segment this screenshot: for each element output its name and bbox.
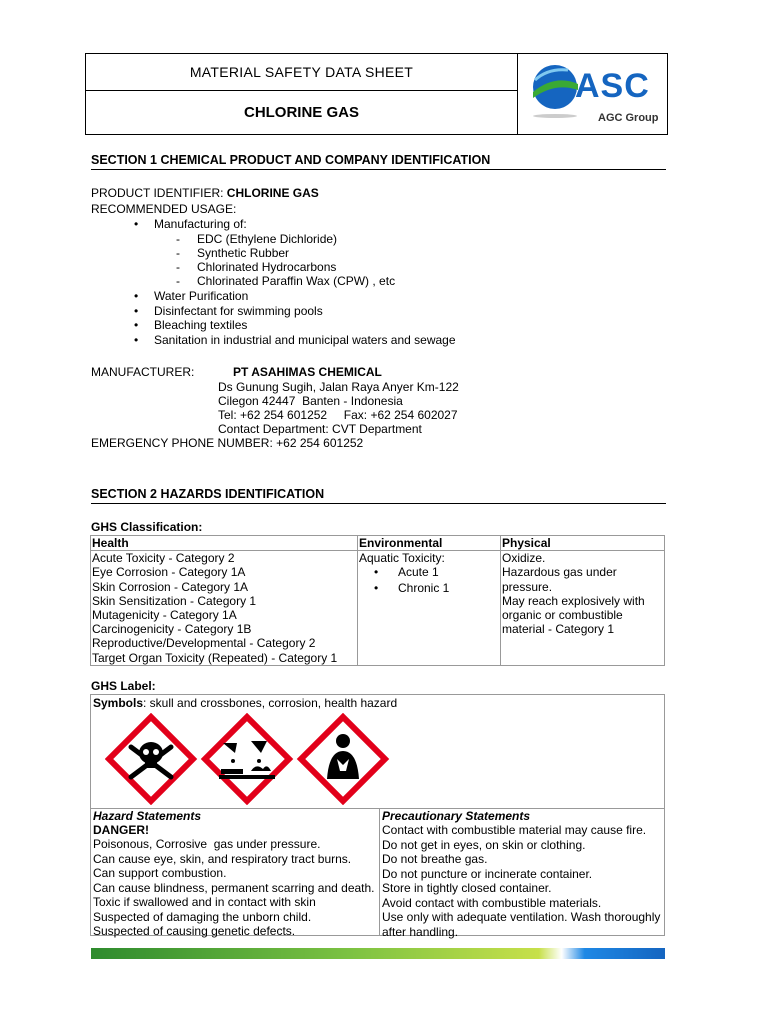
health-item: Mutagenicity - Category 1A	[92, 608, 237, 623]
hazard-statement: Suspected of damaging the unborn child.	[93, 909, 312, 924]
precautionary-statements-title: Precautionary Statements	[382, 809, 531, 823]
health-hazard-icon	[301, 717, 385, 801]
manufacturer-name: PT ASAHIMAS CHEMICAL	[233, 365, 382, 379]
physical-item: organic or combustible	[502, 608, 623, 623]
precautionary-statement: Do not puncture or incinerate container.	[382, 866, 593, 881]
usage-item: • Water Purification	[134, 289, 249, 303]
manufacturer-address-2: Cilegon 42447 Banten - Indonesia	[218, 394, 403, 408]
logo-text: ASC	[575, 67, 650, 105]
usage-text: Sanitation in industrial and municipal waters and sewage	[154, 333, 456, 347]
health-item: Eye Corrosion - Category 1A	[92, 565, 246, 580]
health-item: Target Organ Toxicity (Repeated) - Category 1	[92, 650, 338, 665]
danger-signal-word: DANGER!	[93, 823, 149, 837]
environmental-item-text: Acute 1	[398, 565, 439, 580]
ghs-classification-table	[90, 535, 665, 666]
environmental-cell	[358, 551, 501, 666]
symbols-line	[93, 696, 397, 711]
product-identifier	[91, 186, 319, 201]
manufacturing-item: - Chlorinated Hydrocarbons	[176, 260, 337, 274]
environmental-item: • Acute 1	[374, 565, 439, 580]
environmental-item-text: Chronic 1	[398, 580, 450, 595]
hazard-statement: Can cause eye, skin, and respiratory tract burns.	[93, 851, 352, 866]
symbols-label: Symbols	[93, 696, 144, 710]
precautionary-statement: Store in tightly closed container.	[382, 881, 552, 895]
hazard-statements-list	[93, 837, 375, 939]
logo-subtext: AGC Group	[598, 112, 659, 124]
manufacturing-item: - Chlorinated Paraffin Wax (CPW) , etc	[176, 274, 396, 288]
usage-item: • Bleaching textiles	[134, 318, 248, 332]
physical-item: pressure.	[502, 579, 553, 594]
skull-crossbones-icon	[109, 717, 193, 801]
hazard-statements-title: Hazard Statements	[93, 809, 202, 823]
section-2-title: SECTION 2 HAZARDS IDENTIFICATION	[91, 487, 666, 504]
precautionary-statement: Do not get in eyes, on skin or clothing.	[382, 837, 586, 852]
manufacturing-item-text: Synthetic Rubber	[197, 246, 290, 260]
hazard-statement: Suspected of causing genetic defects.	[93, 924, 296, 938]
ghs-label-box	[90, 694, 665, 939]
ghs-label-label: GHS Label:	[91, 679, 156, 693]
health-item: Reproductive/Developmental - Category 2	[92, 636, 316, 651]
manufacturer-address-1: Ds Gunung Sugih, Jalan Raya Anyer Km-122	[218, 380, 459, 394]
usage-text: Disinfectant for swimming pools	[154, 304, 323, 318]
document-header	[85, 53, 668, 135]
physical-item: May reach explosively with	[502, 593, 645, 608]
manufacturing-label: Manufacturing of:	[154, 217, 247, 231]
chemical-name: CHLORINE GAS	[243, 104, 359, 121]
recommended-usage-label: RECOMMENDED USAGE:	[91, 202, 237, 216]
hazard-statement: Poisonous, Corrosive gas under pressure.	[93, 837, 321, 851]
precautionary-statement: Avoid contact with combustible materials.	[382, 895, 602, 910]
physical-item: Oxidize.	[502, 551, 546, 566]
health-item: Skin Sensitization - Category 1	[92, 593, 257, 608]
manufacturing-item: - Synthetic Rubber	[176, 246, 290, 260]
health-item: Skin Corrosion - Category 1A	[92, 579, 249, 594]
corrosion-icon	[205, 717, 289, 801]
health-cell	[91, 551, 358, 666]
divider	[379, 808, 380, 935]
hazard-statement: Toxic if swallowed and in contact with skin	[93, 895, 316, 909]
usage-item: • Disinfectant for swimming pools	[134, 304, 323, 318]
manufacturer-label: MANUFACTURER:	[91, 365, 195, 379]
section-1-title: SECTION 1 CHEMICAL PRODUCT AND COMPANY IDENTIFICATION	[91, 153, 666, 170]
health-item: Acute Toxicity - Category 2	[92, 551, 235, 566]
usage-text: Water Purification	[154, 289, 249, 303]
manufacturing-item: - EDC (Ethylene Dichloride)	[176, 232, 338, 246]
manufacturing-item-text: EDC (Ethylene Dichloride)	[197, 232, 338, 246]
physical-item: Hazardous gas under	[502, 565, 617, 580]
company-logo	[518, 54, 668, 134]
ghs-classification-label: GHS Classification:	[91, 520, 203, 534]
environmental-item: • Chronic 1	[374, 580, 450, 595]
precautionary-statement: after handling.	[382, 924, 459, 939]
hazard-statement: Can cause blindness, permanent scarring and death.	[93, 880, 375, 895]
emergency-phone: EMERGENCY PHONE NUMBER: +62 254 601252	[91, 436, 364, 450]
hazard-statement: Can support combustion.	[93, 866, 227, 880]
manufacturer-contact: Contact Department: CVT Department	[218, 422, 422, 436]
header-title-area	[86, 54, 518, 134]
document-title: MATERIAL SAFETY DATA SHEET	[86, 54, 517, 91]
usage-item: • Sanitation in industrial and municipal waters and sewage	[134, 333, 456, 347]
header-environmental: Environmental	[358, 536, 501, 551]
ghs-pictograms	[105, 713, 395, 805]
usage-text: Bleaching textiles	[154, 318, 248, 332]
footer-color-bar	[91, 948, 665, 959]
precautionary-statements-list	[382, 823, 660, 939]
header-physical: Physical	[501, 536, 665, 551]
precautionary-statement: Contact with combustible material may cause fire.	[382, 823, 647, 837]
header-health: Health	[91, 536, 358, 551]
symbols-value: : skull and crossbones, corrosion, health hazard	[143, 696, 398, 710]
product-identifier-label: PRODUCT IDENTIFIER:	[91, 186, 224, 200]
physical-cell	[501, 551, 665, 666]
physical-item: material - Category 1	[502, 622, 615, 637]
bullet-manufacturing: • Manufacturing of:	[134, 217, 247, 231]
aquatic-toxicity-label: Aquatic Toxicity:	[359, 551, 445, 566]
manufacturing-item-text: Chlorinated Hydrocarbons	[197, 260, 337, 274]
product-identifier-value: CHLORINE GAS	[226, 186, 319, 200]
precautionary-statement: Use only with adequate ventilation. Wash thoroughly	[382, 910, 661, 924]
precautionary-statement: Do not breathe gas.	[382, 852, 488, 866]
manufacturer-tel-fax: Tel: +62 254 601252 Fax: +62 254 602027	[218, 408, 458, 422]
health-item: Carcinogenicity - Category 1B	[92, 622, 252, 637]
manufacturing-item-text: Chlorinated Paraffin Wax (CPW) , etc	[197, 274, 396, 288]
